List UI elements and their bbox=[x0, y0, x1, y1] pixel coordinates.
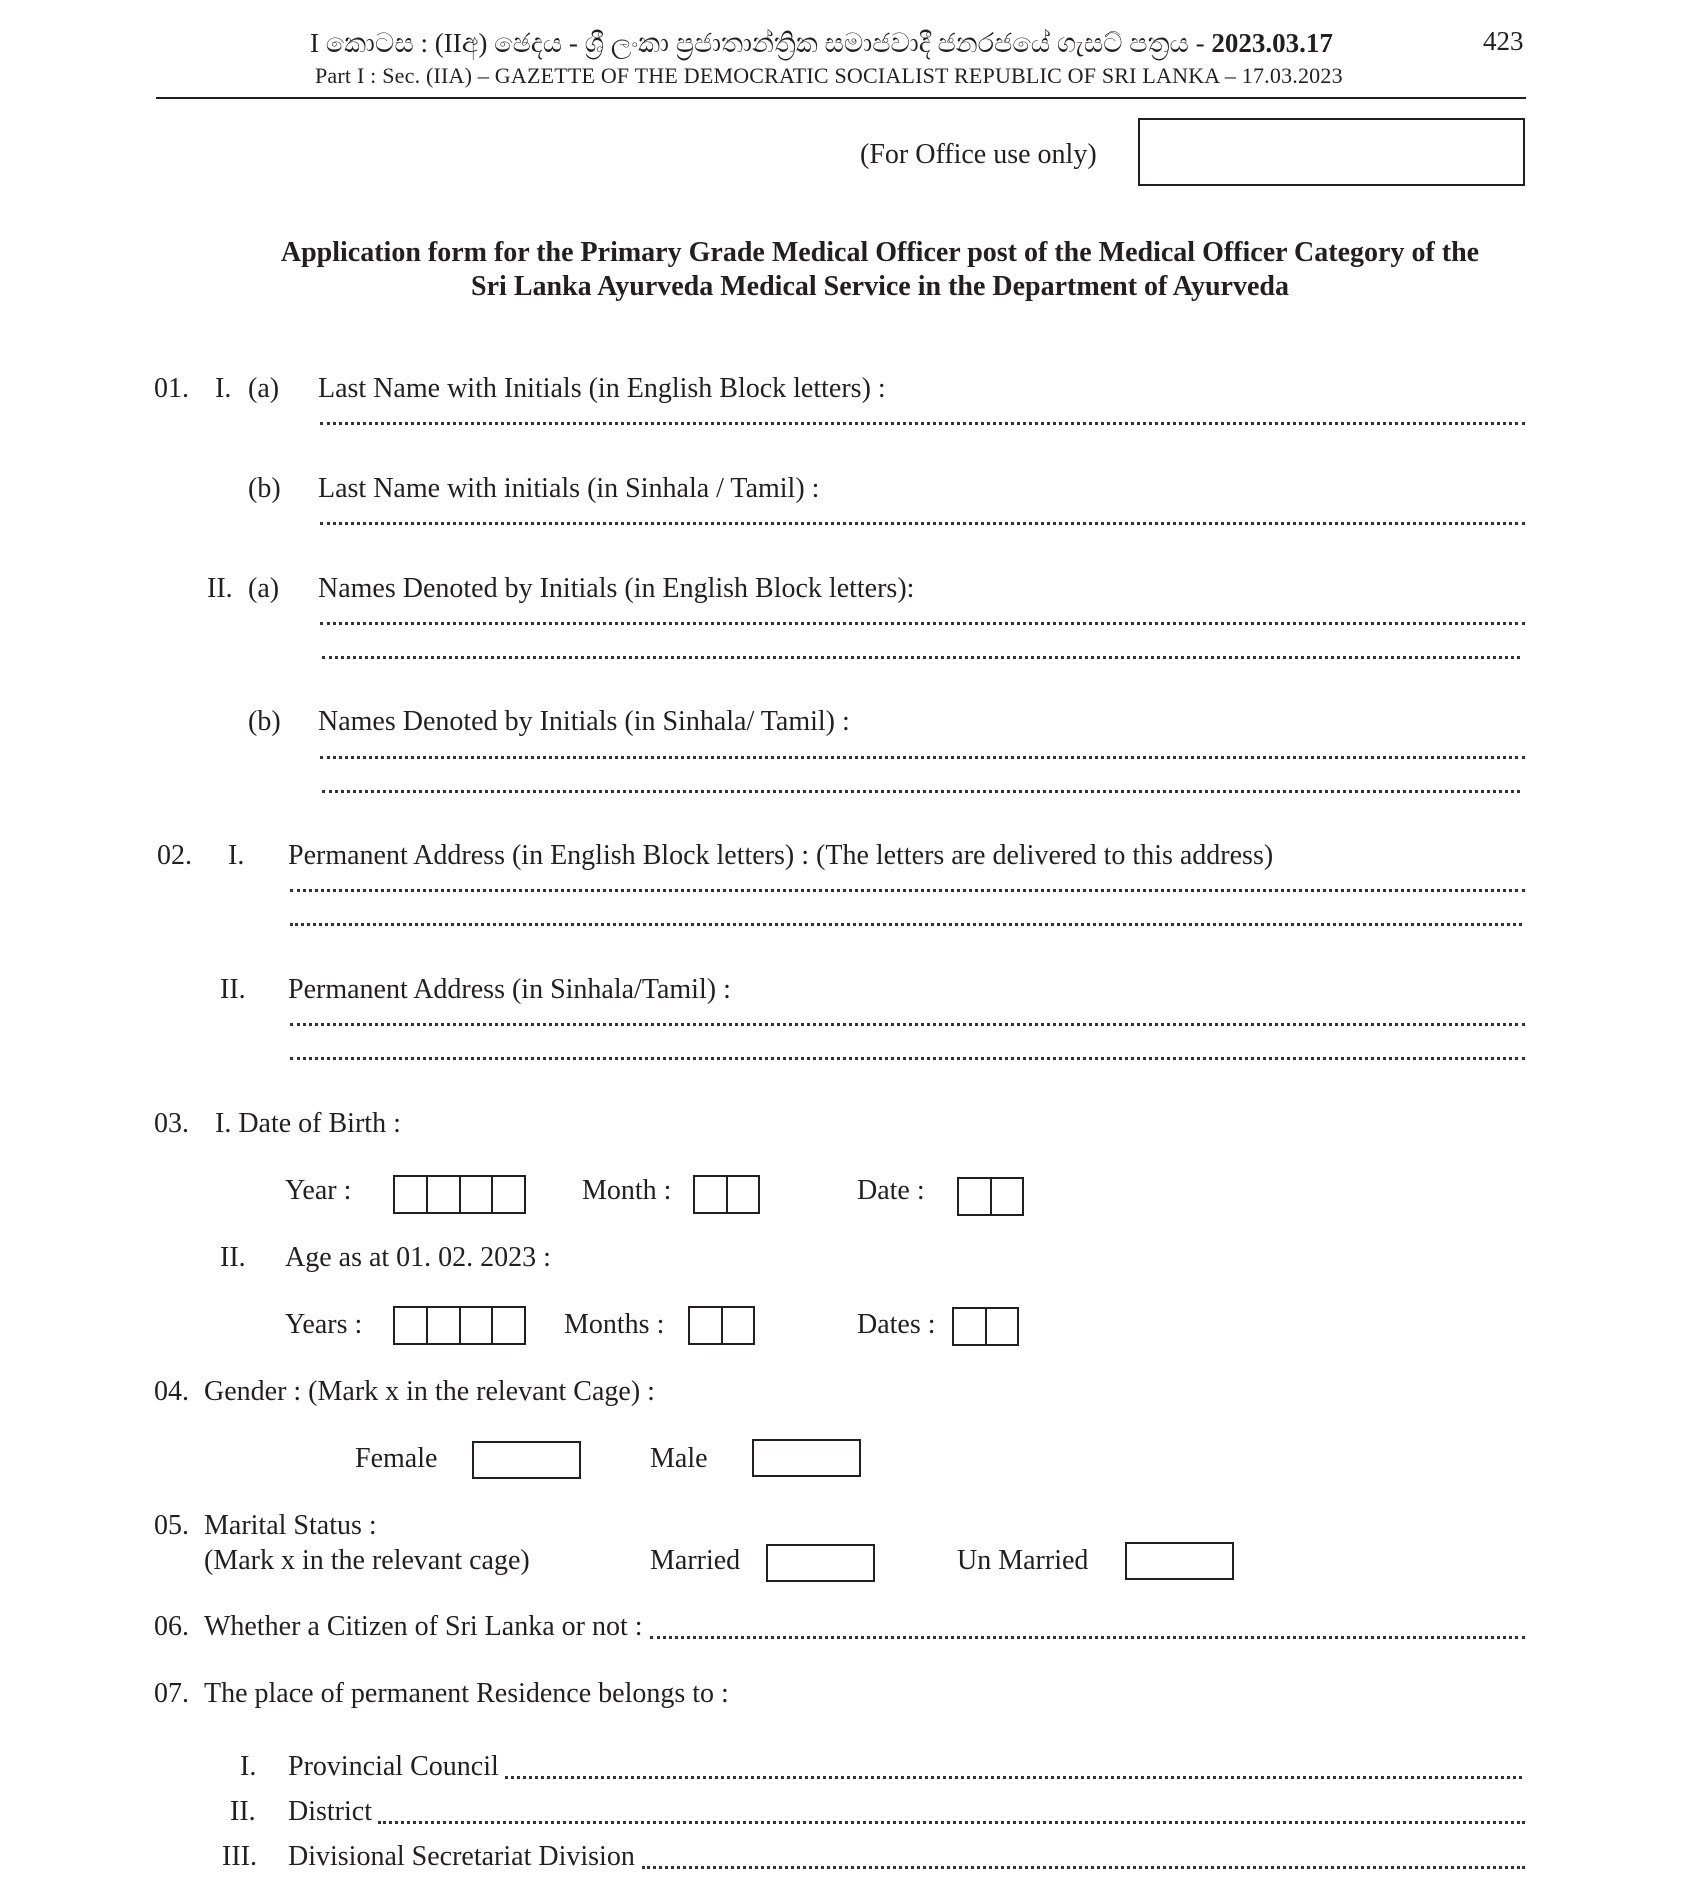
q01-b1-field[interactable] bbox=[320, 522, 1525, 525]
digit-cell[interactable] bbox=[493, 1177, 524, 1212]
digit-cell[interactable] bbox=[461, 1308, 494, 1343]
q01-a2-label: Names Denoted by Initials (in English Block letters): bbox=[318, 573, 915, 604]
q01-part2: II. bbox=[207, 573, 233, 604]
dob-month-label: Month : bbox=[582, 1175, 672, 1206]
header-sinhala-date: 2023.03.17 bbox=[1211, 28, 1333, 58]
q01-a1: (a) bbox=[248, 373, 280, 404]
marital-married-label: Married bbox=[650, 1545, 741, 1576]
digit-cell[interactable] bbox=[428, 1177, 461, 1212]
gender-male-cage[interactable] bbox=[752, 1439, 861, 1477]
q07-i-label: Provincial Council bbox=[288, 1751, 499, 1782]
q01-a2-field-line1[interactable] bbox=[320, 622, 1525, 625]
q01-number: 01. bbox=[154, 373, 189, 404]
digit-cell[interactable] bbox=[493, 1308, 524, 1343]
header-part-word bbox=[315, 63, 351, 88]
q07-ii: II. bbox=[230, 1796, 256, 1827]
dob-date-label: Date : bbox=[857, 1175, 925, 1206]
digit-cell[interactable] bbox=[954, 1309, 987, 1344]
q01-a1-label: Last Name with Initials (in English Block letters) : bbox=[318, 373, 886, 404]
digit-cell[interactable] bbox=[690, 1308, 723, 1343]
digit-cell[interactable] bbox=[723, 1308, 754, 1343]
dob-month-boxes[interactable] bbox=[693, 1175, 760, 1214]
q01-b1: (b) bbox=[248, 473, 281, 504]
dob-date-boxes[interactable] bbox=[957, 1177, 1024, 1216]
form-title bbox=[160, 236, 1600, 304]
q02-i-field-line2[interactable] bbox=[290, 923, 1522, 926]
q02-number: 02. bbox=[157, 840, 192, 871]
q01-a2-field-line2[interactable] bbox=[322, 656, 1520, 659]
header-sinhala-line bbox=[310, 28, 1370, 60]
q01-b2-field-line1[interactable] bbox=[320, 756, 1525, 759]
q03-ii: II. bbox=[220, 1242, 246, 1273]
digit-cell[interactable] bbox=[395, 1308, 428, 1343]
age-dates-boxes[interactable] bbox=[952, 1307, 1019, 1346]
digit-cell[interactable] bbox=[695, 1177, 728, 1212]
header-part: Part bbox=[315, 63, 352, 88]
marital-unmarried-cage[interactable] bbox=[1125, 1542, 1234, 1580]
age-dates-label: Dates : bbox=[857, 1309, 936, 1340]
office-use-box[interactable] bbox=[1138, 118, 1525, 186]
dob-year-boxes[interactable] bbox=[393, 1175, 526, 1214]
q03-i-label: I. Date of Birth : bbox=[215, 1108, 401, 1139]
marital-married-cage[interactable] bbox=[766, 1544, 875, 1582]
q04-label: Gender : (Mark x in the relevant Cage) : bbox=[204, 1376, 655, 1407]
q07-ii-label: District bbox=[288, 1796, 372, 1827]
q05-label: Marital Status : bbox=[204, 1510, 377, 1541]
gender-female-label: Female bbox=[355, 1443, 438, 1474]
q07-label: The place of permanent Residence belongs to : bbox=[204, 1678, 729, 1709]
digit-cell[interactable] bbox=[428, 1308, 461, 1343]
age-months-boxes[interactable] bbox=[688, 1306, 755, 1345]
digit-cell[interactable] bbox=[461, 1177, 494, 1212]
q05-sub-label: (Mark x in the relevant cage) bbox=[204, 1545, 530, 1576]
office-use-label: (For Office use only) bbox=[860, 139, 1097, 170]
form-title-line1: Application form for the Primary Grade Medical Officer post of the Medical Officer Category of the bbox=[280, 237, 1480, 268]
q03-ii-label: Age as at 01. 02. 2023 : bbox=[285, 1242, 551, 1273]
q07-i: I. bbox=[240, 1751, 257, 1782]
q07-iii: III. bbox=[222, 1841, 257, 1872]
q06-field[interactable] bbox=[650, 1636, 1525, 1639]
q02-ii: II. bbox=[220, 974, 246, 1005]
q02-ii-field-line1[interactable] bbox=[290, 1023, 1525, 1026]
q01-a1-field[interactable] bbox=[320, 422, 1525, 425]
q01-b2-field-line2[interactable] bbox=[322, 790, 1520, 793]
digit-cell[interactable] bbox=[992, 1179, 1023, 1214]
digit-cell[interactable] bbox=[987, 1309, 1018, 1344]
q03-number: 03. bbox=[154, 1108, 189, 1139]
page-number: 423 bbox=[1483, 26, 1524, 56]
q02-i-label: Permanent Address (in English Block letters) : (The letters are delivered to this address) bbox=[288, 840, 1274, 871]
marital-unmarried-label: Un Married bbox=[957, 1545, 1089, 1576]
header-sec: Sec. bbox=[382, 63, 421, 88]
q04-number: 04. bbox=[154, 1376, 189, 1407]
dob-year-label: Year : bbox=[285, 1175, 352, 1206]
gender-male-label: Male bbox=[650, 1443, 708, 1474]
header-sinhala-text: I කොටස : (IIඅ) ඡෙදය - ශ්‍රී ලංකා ප්‍රජාතාන්ත්‍රික සමාජවාදී ජනරජයේ ගැසට් පත්‍රය - bbox=[310, 28, 1212, 58]
q07-number: 07. bbox=[154, 1678, 189, 1709]
q01-a2: (a) bbox=[248, 573, 280, 604]
age-years-boxes[interactable] bbox=[393, 1306, 526, 1345]
q05-number: 05. bbox=[154, 1510, 189, 1541]
q01-b1-label: Last Name with initials (in Sinhala / Tamil) : bbox=[318, 473, 820, 504]
q06-number: 06. bbox=[154, 1611, 189, 1642]
q02-ii-field-line2[interactable] bbox=[290, 1057, 1525, 1060]
q01-b2: (b) bbox=[248, 706, 281, 737]
district-field[interactable] bbox=[378, 1821, 1525, 1824]
q02-i-field-line1[interactable] bbox=[290, 889, 1525, 892]
gender-female-cage[interactable] bbox=[472, 1441, 581, 1479]
digit-cell[interactable] bbox=[959, 1179, 992, 1214]
header-rule bbox=[156, 97, 1526, 99]
divisional-secretariat-field[interactable] bbox=[642, 1866, 1525, 1869]
header-part-num: I : bbox=[351, 63, 377, 88]
digit-cell[interactable] bbox=[728, 1177, 759, 1212]
age-years-label: Years : bbox=[285, 1309, 363, 1340]
q02-i: I. bbox=[228, 840, 245, 871]
q07-iii-label: Divisional Secretariat Division bbox=[288, 1841, 635, 1872]
form-title-line2: Sri Lanka Ayurveda Medical Service in the Department of Ayurveda bbox=[471, 271, 1289, 302]
digit-cell[interactable] bbox=[395, 1177, 428, 1212]
q06-label: Whether a Citizen of Sri Lanka or not : bbox=[204, 1611, 643, 1642]
age-months-label: Months : bbox=[564, 1309, 665, 1340]
q01-b2-label: Names Denoted by Initials (in Sinhala/ Tamil) : bbox=[318, 706, 850, 737]
header-english-text: (IIA) – GAZETTE OF THE DEMOCRATIC SOCIALIST REPUBLIC OF SRI LANKA – 17.03.2023 bbox=[420, 63, 1343, 88]
q01-part1: I. bbox=[215, 373, 232, 404]
provincial-council-field[interactable] bbox=[505, 1776, 1522, 1779]
q02-ii-label: Permanent Address (in Sinhala/Tamil) : bbox=[288, 974, 731, 1005]
header-english-line bbox=[315, 63, 1343, 89]
